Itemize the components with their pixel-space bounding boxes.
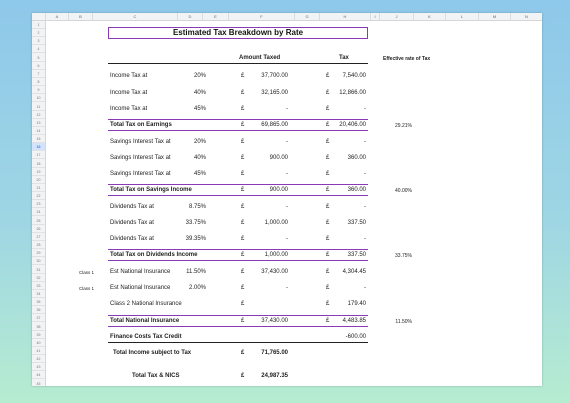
row-header-10[interactable]: 10: [32, 94, 45, 102]
income-row-3-rate[interactable]: 45%: [193, 106, 206, 112]
total-tax-nics-value[interactable]: 24,987.35: [261, 373, 288, 379]
income-row-2-tax-currency: £: [326, 90, 330, 96]
income-row-2-amount[interactable]: 32,165.00: [261, 90, 288, 96]
dividends-row-2-rate[interactable]: 33.75%: [185, 220, 206, 226]
income-row-1-tax[interactable]: 7,540.00: [342, 73, 366, 79]
total-savings-tax-currency: £: [326, 187, 330, 193]
row-header-31[interactable]: 31: [32, 266, 45, 274]
row-header-1[interactable]: 1: [32, 21, 45, 29]
savings-row-3-rate[interactable]: 45%: [193, 171, 206, 177]
finance-credit-rule: [108, 342, 368, 343]
total-ni-tax-currency: £: [326, 318, 330, 324]
total-earnings-bottom-rule: [108, 130, 368, 131]
dividends-row-1-tax[interactable]: -: [364, 204, 366, 210]
row-header-38[interactable]: 38: [32, 323, 45, 331]
income-row-2-rate[interactable]: 40%: [193, 90, 206, 96]
row-header-41[interactable]: 41: [32, 347, 45, 355]
dividends-row-1-amount[interactable]: -: [286, 204, 288, 210]
total-ni-effective[interactable]: 11.50%: [395, 319, 412, 325]
header-effective-rate[interactable]: Effective rate of Tax: [383, 56, 431, 62]
header-amount-taxed[interactable]: Amount Taxed: [239, 55, 281, 61]
row-header-9[interactable]: 9: [32, 86, 45, 94]
total-income-subject-value[interactable]: 71,765.00: [261, 350, 288, 356]
savings-row-2-label[interactable]: Savings Interest Tax at: [110, 155, 171, 161]
income-row-3-tax-currency: £: [326, 106, 330, 112]
row-header-20[interactable]: 20: [32, 176, 45, 184]
savings-row-3-label[interactable]: Savings Interest Tax at: [110, 171, 171, 177]
row-header-13[interactable]: 13: [32, 119, 45, 127]
savings-row-1-amount[interactable]: -: [286, 139, 288, 145]
header-tax[interactable]: Tax: [339, 55, 349, 61]
savings-row-1-label[interactable]: Savings Interest Tax at: [110, 139, 171, 145]
total-dividends-amount[interactable]: 1,000.00: [264, 252, 288, 258]
row-header-37[interactable]: 37: [32, 314, 45, 322]
total-ni-amount-currency: £: [241, 318, 245, 324]
total-ni-label[interactable]: Total National Insurance: [110, 318, 180, 324]
dividends-row-2-amount[interactable]: 1,000.00: [264, 220, 288, 226]
row-header-19[interactable]: 19: [32, 168, 45, 176]
row-header-34[interactable]: 34: [32, 290, 45, 298]
row-header-21[interactable]: 21: [32, 184, 45, 192]
income-row-3-amount[interactable]: -: [286, 106, 288, 112]
total-dividends-tax[interactable]: 337.50: [347, 252, 366, 258]
row-header-8[interactable]: 8: [32, 78, 45, 86]
income-row-1-label[interactable]: Income Tax at: [110, 73, 148, 79]
ni-row-2-tax-currency: £: [326, 285, 330, 291]
column-header-h[interactable]: H: [319, 13, 370, 20]
income-row-3-amount-currency: £: [241, 106, 245, 112]
total-ni-amount[interactable]: 37,430.00: [261, 318, 288, 324]
row-header-6[interactable]: 6: [32, 62, 45, 70]
total-dividends-amount-currency: £: [241, 252, 245, 258]
total-tax-nics-currency: £: [241, 373, 245, 379]
row-header-3[interactable]: 3: [32, 37, 45, 45]
dividends-row-2-label[interactable]: Dividends Tax at: [110, 220, 154, 226]
dividends-row-1-amount-currency: £: [241, 204, 245, 210]
header-underline: [108, 63, 368, 64]
savings-row-2-rate[interactable]: 40%: [193, 155, 206, 161]
savings-row-2-tax-currency: £: [326, 155, 330, 161]
column-header-k[interactable]: K: [413, 13, 445, 20]
total-dividends-top-rule: [108, 249, 368, 250]
ni-row-2-amount-currency: £: [241, 285, 245, 291]
row-header-16[interactable]: 16: [32, 143, 45, 151]
total-earnings-tax[interactable]: 20,406.00: [339, 122, 366, 128]
total-earnings-tax-currency: £: [326, 122, 330, 128]
total-dividends-bottom-rule: [108, 260, 368, 261]
column-header-d[interactable]: D: [177, 13, 202, 20]
ni-row-1-amount[interactable]: 37,430.00: [261, 269, 288, 275]
savings-row-1-amount-currency: £: [241, 139, 245, 145]
total-ni-tax[interactable]: 4,483.85: [342, 318, 366, 324]
row-header-29[interactable]: 29: [32, 249, 45, 257]
ni-row-1-rate[interactable]: 11.50%: [186, 269, 206, 275]
total-earnings-amount-currency: £: [241, 122, 245, 128]
row-header-12[interactable]: 12: [32, 111, 45, 119]
total-savings-amount[interactable]: 900.00: [269, 187, 288, 193]
dividends-row-1-label[interactable]: Dividends Tax at: [110, 204, 154, 210]
ni-row-3-tax-currency: £: [326, 301, 330, 307]
row-header-36[interactable]: 36: [32, 306, 45, 314]
row-header-30[interactable]: 30: [32, 257, 45, 265]
row-header-11[interactable]: 11: [32, 103, 45, 111]
column-header-j[interactable]: J: [379, 13, 413, 20]
total-ni-top-rule: [108, 315, 368, 316]
ni-row-2-tax[interactable]: -: [364, 285, 366, 291]
row-header-7[interactable]: 7: [32, 70, 45, 78]
income-row-1-amount-currency: £: [241, 73, 245, 79]
savings-row-2-tax[interactable]: 360.00: [347, 155, 366, 161]
row-header-39[interactable]: 39: [32, 331, 45, 339]
column-header-m[interactable]: M: [478, 13, 510, 20]
total-savings-amount-currency: £: [241, 187, 245, 193]
total-income-subject-currency: £: [241, 350, 245, 356]
income-row-1-tax-currency: £: [326, 73, 330, 79]
total-income-subject-label[interactable]: Total Income subject to Tax: [113, 350, 192, 356]
dividends-row-1-rate[interactable]: 8.75%: [188, 204, 206, 210]
income-row-2-label[interactable]: Income Tax at: [110, 90, 148, 96]
row-header-14[interactable]: 14: [32, 127, 45, 135]
ni-row-3-tax[interactable]: 179.40: [347, 301, 366, 307]
income-row-2-tax[interactable]: 12,866.00: [339, 90, 366, 96]
income-row-3-tax[interactable]: -: [364, 106, 366, 112]
row-header-5[interactable]: 5: [32, 54, 45, 62]
column-header-bar: [32, 13, 542, 21]
dividends-row-3-rate[interactable]: 39.35%: [185, 236, 206, 242]
dividends-row-1-tax-currency: £: [326, 204, 330, 210]
income-row-1-rate[interactable]: 20%: [193, 73, 206, 79]
total-earnings-effective[interactable]: 29.21%: [395, 123, 412, 129]
total-earnings-amount[interactable]: 69,865.00: [261, 122, 288, 128]
column-header-n[interactable]: N: [510, 13, 542, 20]
row-header-18[interactable]: 18: [32, 160, 45, 168]
row-header-2[interactable]: 2: [32, 29, 45, 37]
ni-row-2-class[interactable]: Class 1: [79, 286, 95, 291]
column-header-g[interactable]: G: [294, 13, 319, 20]
column-header-c[interactable]: C: [92, 13, 177, 20]
row-header-22[interactable]: 22: [32, 192, 45, 200]
row-header-25[interactable]: 25: [32, 217, 45, 225]
savings-row-1-tax-currency: £: [326, 139, 330, 145]
row-header-28[interactable]: 28: [32, 241, 45, 249]
ni-row-3-label[interactable]: Class 2 National Insurance: [110, 301, 182, 307]
column-header-f[interactable]: F: [228, 13, 294, 20]
ni-row-2-rate[interactable]: 2.00%: [188, 285, 206, 291]
total-earnings-top-rule: [108, 119, 368, 120]
savings-row-1-rate[interactable]: 20%: [193, 139, 206, 145]
row-header-4[interactable]: 4: [32, 45, 45, 53]
sheet-title[interactable]: Estimated Tax Breakdown by Rate: [108, 27, 368, 39]
total-earnings-label[interactable]: Total Tax on Earnings: [110, 122, 172, 128]
ni-row-1-class[interactable]: Class 1: [79, 270, 95, 275]
income-row-2-amount-currency: £: [241, 90, 245, 96]
row-header-33[interactable]: 33: [32, 282, 45, 290]
dividends-row-2-amount-currency: £: [241, 220, 245, 226]
column-header-l[interactable]: L: [445, 13, 478, 20]
savings-row-2-amount[interactable]: 900.00: [269, 155, 288, 161]
total-tax-nics-label[interactable]: Total Tax & NICS: [132, 373, 180, 379]
dividends-row-2-tax-currency: £: [326, 220, 330, 226]
dividends-row-3-tax-currency: £: [326, 236, 330, 242]
column-header-e[interactable]: E: [202, 13, 228, 20]
ni-row-1-amount-currency: £: [241, 269, 245, 275]
income-row-3-label[interactable]: Income Tax at: [110, 106, 148, 112]
column-header-a[interactable]: A: [45, 13, 68, 20]
total-ni-bottom-rule: [108, 326, 368, 327]
ni-row-2-amount[interactable]: -: [286, 285, 288, 291]
row-header-40[interactable]: 40: [32, 339, 45, 347]
row-header-45[interactable]: 45: [32, 380, 45, 386]
total-dividends-effective[interactable]: 33.75%: [395, 253, 412, 259]
row-header-35[interactable]: 35: [32, 298, 45, 306]
row-header-27[interactable]: 27: [32, 233, 45, 241]
column-header-i[interactable]: I: [370, 13, 379, 20]
row-header-15[interactable]: 15: [32, 135, 45, 143]
dividends-row-3-amount[interactable]: -: [286, 236, 288, 242]
row-header-24[interactable]: 24: [32, 208, 45, 216]
row-header-43[interactable]: 43: [32, 363, 45, 371]
finance-credit-label[interactable]: Finance Costs Tax Credit: [110, 334, 182, 340]
savings-row-3-tax-currency: £: [326, 171, 330, 177]
total-savings-bottom-rule: [108, 195, 368, 196]
savings-row-3-amount[interactable]: -: [286, 171, 288, 177]
savings-row-1-tax[interactable]: -: [364, 139, 366, 145]
dividends-row-2-tax[interactable]: 337.50: [347, 220, 366, 226]
row-header-42[interactable]: 42: [32, 355, 45, 363]
savings-row-2-amount-currency: £: [241, 155, 245, 161]
total-dividends-tax-currency: £: [326, 252, 330, 258]
dividends-row-3-amount-currency: £: [241, 236, 245, 242]
spreadsheet: [32, 13, 542, 386]
row-header-17[interactable]: 17: [32, 151, 45, 159]
row-header-26[interactable]: 26: [32, 225, 45, 233]
total-savings-label[interactable]: Total Tax on Savings Income: [110, 187, 192, 193]
savings-row-3-amount-currency: £: [241, 171, 245, 177]
column-header-b[interactable]: B: [68, 13, 92, 20]
income-row-1-amount[interactable]: 37,700.00: [261, 73, 288, 79]
savings-row-3-tax[interactable]: -: [364, 171, 366, 177]
row-header-bar: [32, 21, 46, 386]
row-header-44[interactable]: 44: [32, 371, 45, 379]
total-savings-effective[interactable]: 40.00%: [395, 188, 412, 194]
ni-row-1-tax[interactable]: 4,304.45: [342, 269, 366, 275]
ni-row-1-tax-currency: £: [326, 269, 330, 275]
row-header-23[interactable]: 23: [32, 200, 45, 208]
ni-row-3-amount-currency: £: [241, 301, 245, 307]
dividends-row-3-tax[interactable]: -: [364, 236, 366, 242]
dividends-row-3-label[interactable]: Dividends Tax at: [110, 236, 154, 242]
ni-row-2-label[interactable]: Est National Insurance: [110, 285, 171, 291]
finance-credit-tax[interactable]: -600.00: [345, 334, 366, 340]
row-header-32[interactable]: 32: [32, 274, 45, 282]
ni-row-1-label[interactable]: Est National Insurance: [110, 269, 171, 275]
total-savings-tax[interactable]: 360.00: [347, 187, 366, 193]
total-dividends-label[interactable]: Total Tax on Dividends Income: [110, 252, 198, 258]
total-savings-top-rule: [108, 184, 368, 185]
